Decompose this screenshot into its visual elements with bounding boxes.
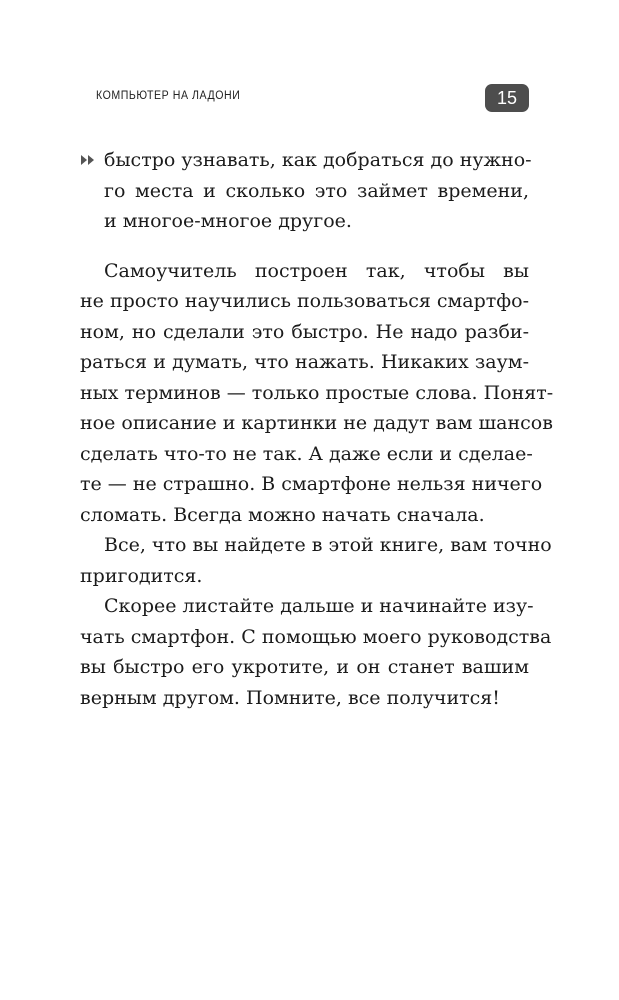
paragraph — [80, 530, 552, 591]
page-number-badge: 15 — [485, 84, 529, 112]
text-line: сделать что-то не так. А даже если и сделае- — [80, 442, 533, 465]
text-line: те — не страшно. В смартфоне нельзя ничего — [80, 473, 543, 495]
bullet-item — [80, 145, 532, 237]
text-line: ных терминов — только простые слова. Понят- — [80, 381, 554, 404]
double-chevron-right-icon — [80, 154, 96, 166]
text-line: быстро узнавать, как добраться до нужно- — [104, 149, 532, 171]
page-body — [80, 145, 554, 713]
text-line: ное описание и картинки не дадут вам шансов — [80, 412, 553, 434]
paragraph — [80, 256, 554, 531]
text-line: Все, что вы найдете в этой книге, вам точно — [104, 534, 552, 556]
text-line: не просто научились пользоваться смартфо- — [80, 290, 530, 312]
text-line: чать смартфон. С помощью моего руководства — [80, 625, 552, 648]
text-line: Скорее листайте дальше и начинайте изу- — [104, 595, 534, 617]
paragraph — [80, 591, 552, 713]
text-line: и многое-многое другое. — [104, 210, 352, 232]
text-line: Самоучитель построен так, чтобы вы — [104, 259, 529, 282]
text-line: ном, но сделали это быстро. Не надо разби- — [80, 320, 529, 343]
text-line: вы быстро его укротите, и он станет вашим — [80, 656, 529, 678]
text-line: верным другом. Помните, все получится! — [80, 686, 500, 709]
text-line: раться и думать, что нажать. Никаких заум- — [80, 351, 529, 373]
text-line: пригодится. — [80, 564, 203, 587]
text-line: го места и сколько это займет времени, — [104, 179, 529, 202]
text-line: сломать. Всегда можно начать сначала. — [80, 503, 485, 526]
running-title: КОМПЬЮТЕР НА ЛАДОНИ — [96, 90, 241, 102]
